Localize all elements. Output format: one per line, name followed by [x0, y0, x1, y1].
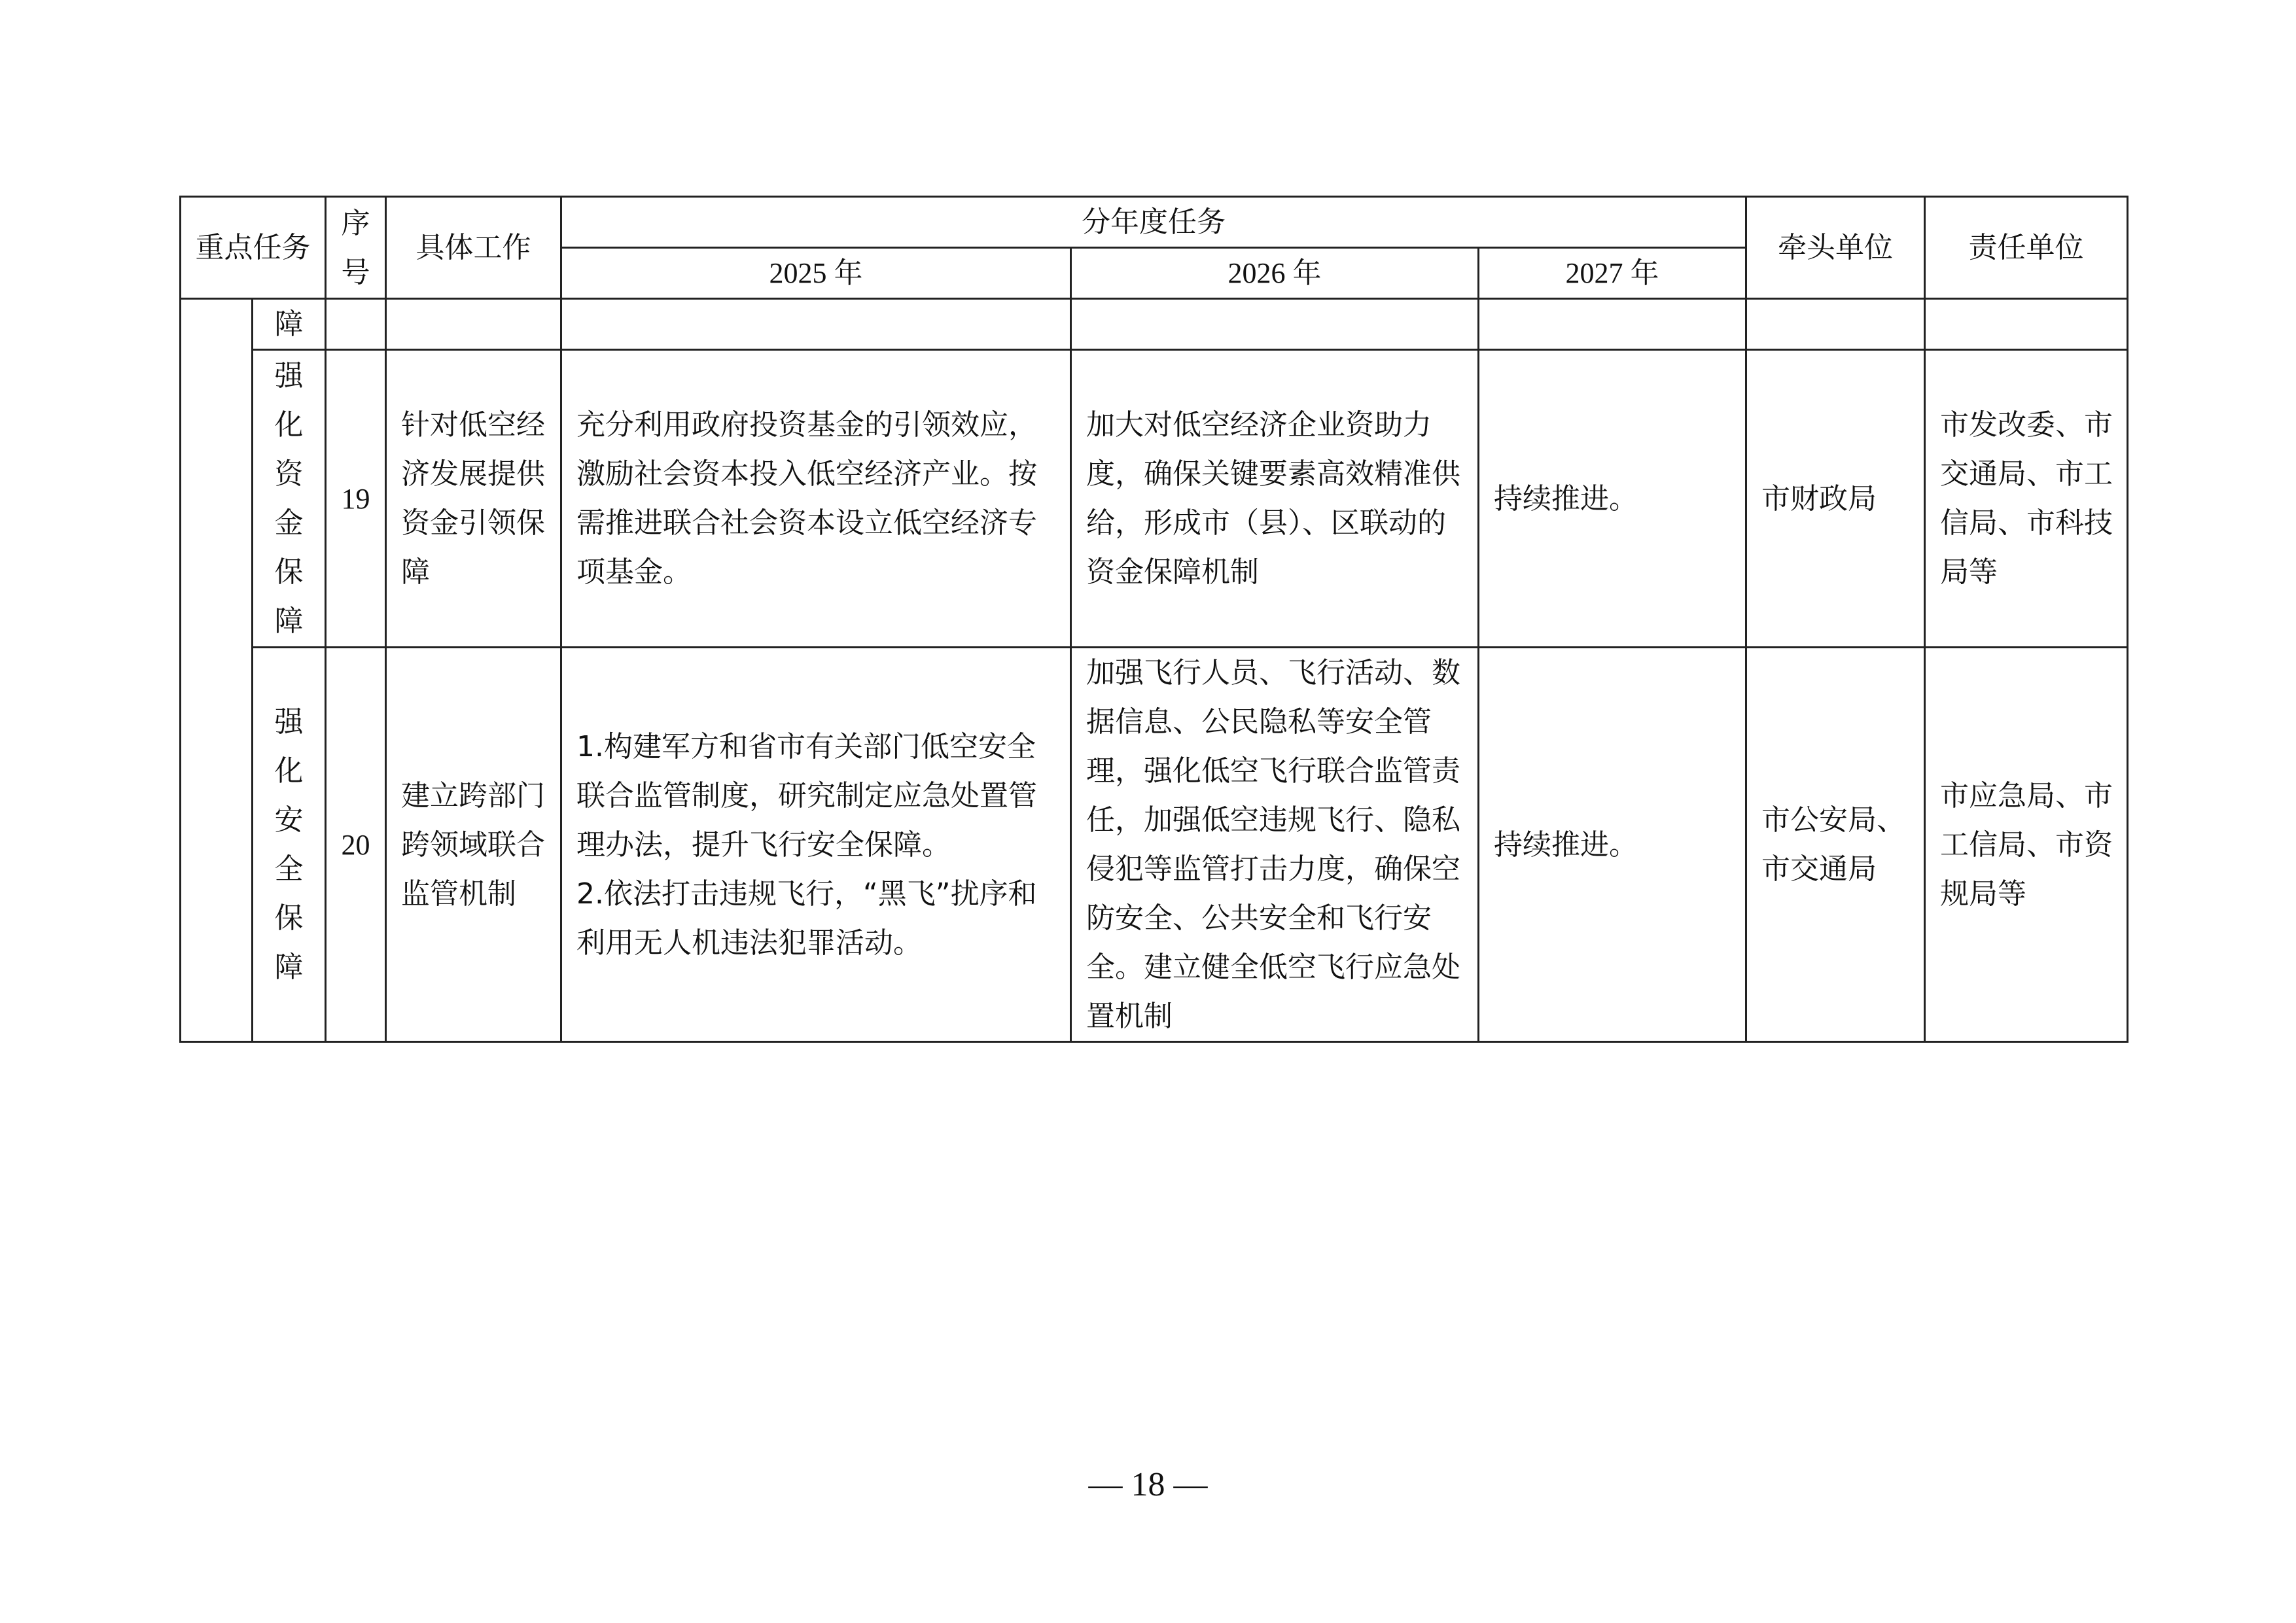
work-cell: 针对低空经济发展提供资金引领保障 — [386, 350, 561, 648]
header-seq: 序 号 — [326, 197, 386, 299]
lead-unit-cell: 市公安局、市交通局 — [1746, 648, 1925, 1042]
task-2025-item-1: 1.构建军方和省市有关部门低空安全联合监管制度，研究制定应急处置管理办法，提升飞行安全保障。 — [576, 729, 1037, 862]
empty-cell — [1746, 299, 1925, 350]
task-2025-item-2: 2.依法打击违规飞行，“黑飞”扰序和利用无人机违法犯罪活动。 — [576, 877, 1037, 960]
table-row — [181, 648, 2128, 1042]
empty-cell — [386, 299, 561, 350]
empty-cell — [326, 299, 386, 350]
key-task-cell: 障 — [253, 299, 326, 350]
header-responsible-unit: 责任单位 — [1925, 197, 2128, 299]
task-2027-cell: 持续推进。 — [1479, 648, 1746, 1042]
work-cell: 建立跨部门跨领域联合监管机制 — [386, 648, 561, 1042]
task-2025-cell — [561, 648, 1071, 1042]
continuation-column — [181, 299, 253, 1042]
empty-cell — [1071, 299, 1479, 350]
lead-unit-cell: 市财政局 — [1746, 350, 1925, 648]
task-2025-cell: 充分利用政府投资基金的引领效应，激励社会资本投入低空经济产业。按需推进联合社会资本设立低空经济专项基金。 — [561, 350, 1071, 648]
task-2027-cell: 持续推进。 — [1479, 350, 1746, 648]
header-annual-tasks: 分年度任务 — [561, 197, 1746, 248]
table-row — [181, 299, 2128, 350]
seq-cell: 19 — [326, 350, 386, 648]
empty-cell — [1479, 299, 1746, 350]
empty-cell — [561, 299, 1071, 350]
task-2026-cell: 加强飞行人员、飞行活动、数据信息、公民隐私等安全管理，强化低空飞行联合监管责任，加强低空违规飞行、隐私侵犯等监管打击力度，确保空防安全、公共安全和飞行安全。建立健全低空飞行应急处置机制 — [1071, 648, 1479, 1042]
task-2026-cell: 加大对低空经济企业资助力度，确保关键要素高效精准供给，形成市（县）、区联动的资金保障机制 — [1071, 350, 1479, 648]
header-work: 具体工作 — [386, 197, 561, 299]
header-year-2025: 2025 年 — [561, 248, 1071, 299]
page-number: — 18 — — [1088, 1466, 1208, 1503]
task-table — [179, 196, 2128, 1043]
responsible-unit-cell: 市发改委、市交通局、市工信局、市科技局等 — [1925, 350, 2128, 648]
key-task-cell: 强 化 资 金 保 障 — [253, 350, 326, 648]
empty-cell — [1925, 299, 2128, 350]
header-year-2026: 2026 年 — [1071, 248, 1479, 299]
header-lead-unit: 牵头单位 — [1746, 197, 1925, 299]
table-row — [181, 350, 2128, 648]
header-key-task: 重点任务 — [181, 197, 326, 299]
responsible-unit-cell: 市应急局、市工信局、市资规局等 — [1925, 648, 2128, 1042]
seq-cell: 20 — [326, 648, 386, 1042]
key-task-cell: 强 化 安 全 保 障 — [253, 648, 326, 1042]
header-year-2027: 2027 年 — [1479, 248, 1746, 299]
